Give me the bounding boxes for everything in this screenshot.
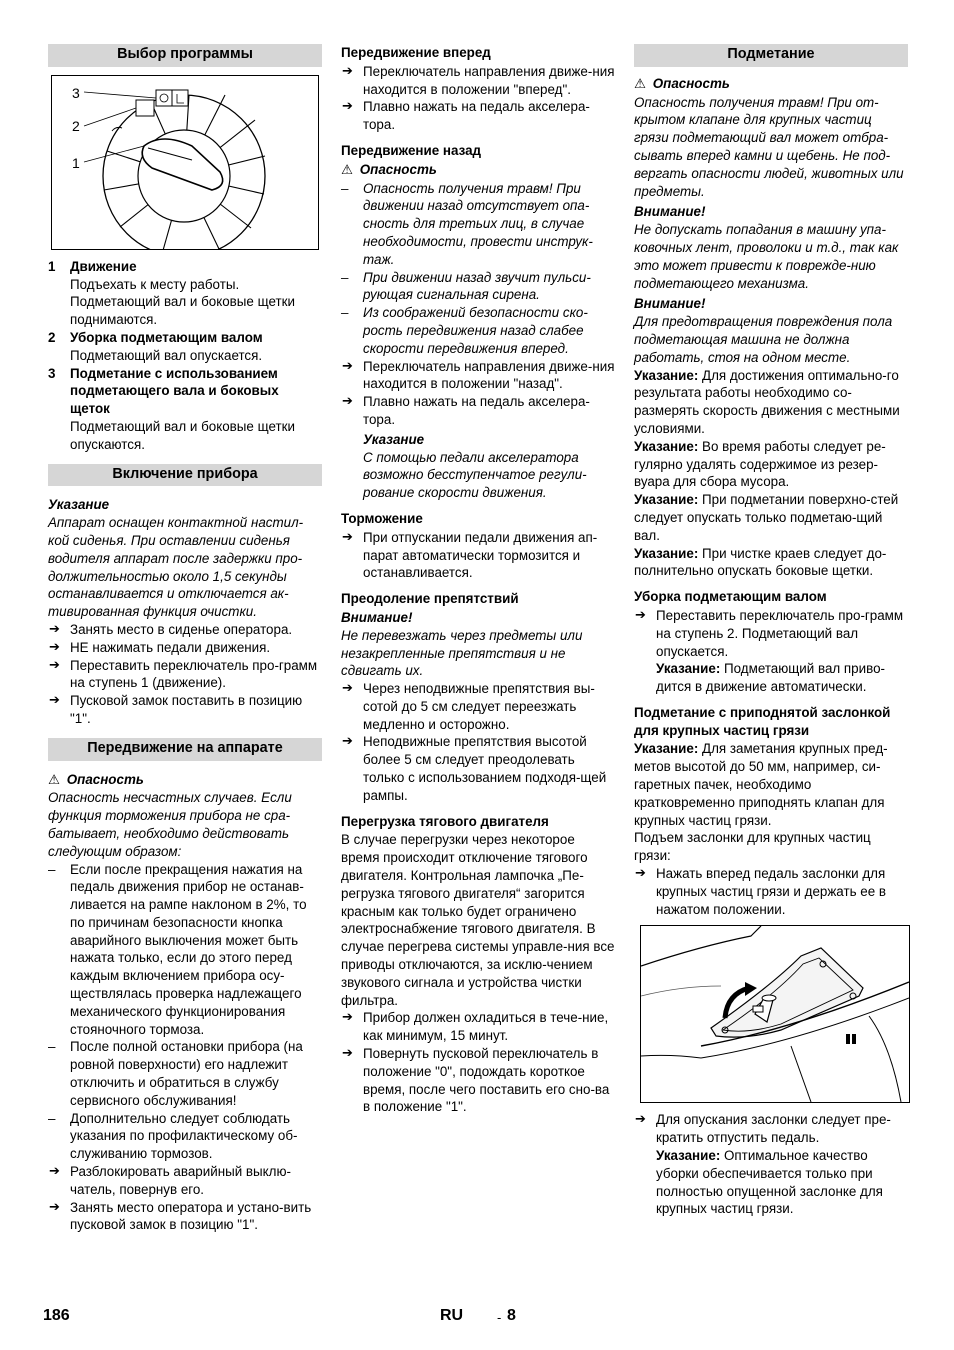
note-paragraph [634, 740, 908, 829]
note-text: При чистке краев следует до-полнительно опускать боковые щетки. [634, 545, 887, 579]
attention-title: Внимание! [341, 609, 413, 625]
step-item: ➔ Занять место в сиденье оператора. [48, 621, 322, 639]
driving-steps [48, 1163, 322, 1234]
step-item: ➔ При отпускании педали движения ап-парат автоматически тормозится и останавливается. [341, 529, 615, 582]
legend-item-1 [48, 258, 322, 329]
note-label: Указание: [634, 367, 699, 383]
warning-triangle-icon: ⚠ [48, 772, 61, 788]
column-middle [341, 44, 615, 1116]
power-steps [48, 621, 322, 728]
attention-text: Не допускать попадания в машину упа-ковочных лент, проволоки и т.д., так как это может привести к поврежде-нию подметающего механизма. [634, 222, 899, 291]
step-item: ➔ Нажать вперед педаль заслонки для крупных частиц грязи и держать ее в нажатом положении. [634, 865, 908, 918]
legend-number: 1 [48, 258, 56, 274]
dial-label-1: 1 [72, 154, 80, 171]
warning-triangle-icon: ⚠ [341, 162, 354, 178]
program-selector-figure [51, 75, 319, 250]
step-item: ➔ Переставить переключатель про-грамм на ступень 1 (движение). [48, 657, 322, 693]
legend-text: Подметающий вал опускается. [70, 347, 263, 363]
note-text: С помощью педали акселератора возможно бесступенчатое регули-рование скорости движения. [363, 449, 587, 501]
step-item: ➔ Прибор должен охладиться в тече-ние, как минимум, 15 минут. [341, 1009, 615, 1045]
footer-separator: - [497, 1310, 502, 1325]
section-heading-sweep: Подметание [634, 44, 908, 67]
dial-label-2: 2 [72, 117, 80, 134]
note-paragraph [634, 491, 908, 544]
subpage-number: 8 [507, 1307, 516, 1324]
program-dial-illustration [52, 76, 318, 249]
legend-title: Подметание с использованием подметающего вала и боковых щеток [70, 365, 279, 417]
note-paragraph [634, 660, 908, 696]
section-heading-program: Выбор программы [48, 44, 322, 67]
note-label: Указание: [634, 741, 699, 757]
step-item: ➔ Плавно нажать на педаль акселера-тора. [341, 393, 615, 429]
step-item: ➔ Пусковой замок поставить в позицию "1". [48, 692, 322, 728]
note-paragraph [634, 438, 908, 491]
dial-label-3: 3 [72, 84, 80, 101]
step-item: ➔ Через неподвижные препятствия вы-сотой до 5 см следует переезжать медленно и осторожно. [341, 680, 615, 733]
danger-title: Опасность [652, 75, 730, 91]
subheading-obstacles: Преодоление препятствий [341, 591, 519, 607]
danger-heading [634, 75, 908, 94]
note-label: Указание: [634, 492, 699, 508]
danger-title: Опасность [359, 161, 437, 177]
note-text: Аппарат оснащен контактной настил-кой сиденья. При оставлении сиденья водителя аппарат после задержки про-должительностью около 1,5 секунды останавливается и отключается ак-тивированная функция очистки. [48, 515, 304, 620]
dash-item: – Дополнительно следует соблюдать указания по профилактическому об-служиванию тормозов. [48, 1110, 322, 1163]
note-title: Указание [48, 497, 110, 513]
language-code: RU [440, 1307, 464, 1324]
overload-text: В случае перегрузки через некоторое время происходит отключение тягового двигателя. Контрольная лампочка „Пе-регрузка тягового двигателя“ загорится красным как только будет ограничено электроснабжение тягового двигателя. В случае перегрева системы управле-ния все приводы отключаются, за исклю-чением звукового сигнала и устройства чистки фильтра. [341, 832, 615, 1008]
legend-item-3 [48, 365, 322, 454]
section-heading-power: Включение прибора [48, 464, 322, 487]
note-paragraph [634, 1147, 908, 1218]
step-item: ➔ Разблокировать аварийный выклю-чатель, повернув его. [48, 1163, 322, 1199]
legend-text: Подметающий вал и боковые щетки опускаются. [70, 418, 295, 452]
note-text: Оптимальное качество уборки обеспечивается только при полностью опущенной заслонке для крупных частиц грязи. [656, 1148, 883, 1217]
attention-title: Внимание! [634, 296, 706, 312]
legend-number: 3 [48, 365, 56, 381]
step-item: ➔ Переставить переключатель про-грамм на ступень 2. Подметающий вал опускается. [634, 607, 908, 660]
attention-title: Внимание! [634, 204, 706, 220]
step-item: ➔ Занять место оператора и устано-вить пусковой замок в позицию "1". [48, 1199, 322, 1235]
attention-text: Не перевезжать через предметы или незакрепленные препятствия и не сдвигать их. [341, 627, 583, 679]
subheading-reverse: Передвижение назад [341, 142, 482, 158]
column-left [48, 44, 322, 1234]
note-title: Указание [363, 431, 425, 447]
step-item: ➔ Для опускания заслонки следует пре-кратить отпустить педаль. [634, 1111, 908, 1147]
note-text: Во время работы следует ре-гулярно удалять содержимое из резер-вуара для сбора мусора. [634, 438, 886, 490]
subheading-overload: Перегрузка тягового двигателя [341, 813, 549, 829]
note-text: Для заметания крупных пред-метов высотой до 50 мм, например, си-гаретных пачек, необходимо кратковременно приподнять клапан для крупных частиц грязи. [634, 741, 888, 828]
step-item: ➔ Переключатель направления движе-ния находится в положении "вперед". [341, 63, 615, 99]
subheading-roller: Уборка подметающим валом [634, 589, 827, 605]
danger-heading [48, 771, 322, 790]
danger-text: Опасность несчастных случаев. Если функция торможения прибора не сра-батывает, необходимо действовать следующим образом: [48, 790, 292, 859]
step-item: ➔ Неподвижные препятствия высотой более 5 см следует преодолевать только с использованием подходя-щей рампы. [341, 733, 615, 804]
legend-text: Подъехать к месту работы. Подметающий вал и боковые щетки поднимаются. [70, 276, 295, 328]
step-item: ➔ Переключатель направления движе-ния находится в положении "назад". [341, 358, 615, 394]
danger-heading [341, 161, 615, 180]
legend-item-2 [48, 329, 322, 365]
dash-item: – Из соображений безопасности ско-рость передвижения назад слабее скорости передвижения вперед. [341, 304, 615, 357]
legend-title: Движение [70, 258, 137, 274]
legend-title: Уборка подметающим валом [70, 329, 263, 345]
program-legend [48, 258, 322, 454]
flap-lift-text: Подъем заслонки для крупных частиц грязи: [634, 830, 871, 864]
note-label: Указание: [656, 1148, 721, 1164]
note-paragraph [634, 367, 908, 438]
step-item: ➔ Плавно нажать на педаль акселера-тора. [341, 98, 615, 134]
subheading-flap: Подметание с приподнятой заслонкой для крупных частиц грязи [634, 704, 891, 738]
note-text: Подметающий вал приво-дится в движение автоматически. [656, 661, 885, 695]
dash-item: – Если после прекращения нажатия на педаль движения прибор не останав-ливается на рампе наклоном в 2%, то по причинам безопасности кнопка аварийного выключения может быть нажата только, если до этого перед каждым включением прибора осу-ществлялась проверка надлежащего механического функционирования стояночного тормоза. [48, 861, 322, 1039]
flap-pedal-figure [640, 925, 910, 1103]
note-label: Указание: [634, 438, 699, 454]
page-number: 186 [43, 1307, 70, 1324]
column-right [634, 44, 908, 1218]
dash-item: – После полной остановки прибора (на ровной поверхности) его надлежит отключить и обратиться в службу сервисного обслуживания! [48, 1038, 322, 1109]
section-heading-driving: Передвижение на аппарате [48, 738, 322, 761]
step-item: ➔ НЕ нажимать педали движения. [48, 639, 322, 657]
attention-text: Для предотвращения повреждения пола подметающая машина не должна работать, стоя на одном месте. [634, 314, 893, 365]
danger-title: Опасность [66, 771, 144, 787]
note-label: Указание: [634, 545, 699, 561]
dash-item: – При движении назад звучит пульси-рующая сигнальная сирена. [341, 269, 615, 305]
warning-triangle-icon: ⚠ [634, 76, 647, 92]
subheading-forward: Передвижение вперед [341, 45, 491, 60]
danger-list [48, 861, 322, 1164]
legend-number: 2 [48, 329, 56, 345]
note-paragraph [634, 545, 908, 581]
note-text: При подметании поверхно-стей следует опускать только подметаю-щий вал. [634, 492, 899, 543]
dash-item: – Опасность получения травм! При движении назад отсутствует опа-сность для третьих лиц, в случае необходимости, провести инструк-таж. [341, 180, 615, 269]
subheading-brake: Торможение [341, 510, 423, 526]
note-text: Для достижения оптимально-го результата работы необходимо со-размерять скорость движения с местными условиями. [634, 367, 900, 436]
flap-pedal-illustration [641, 926, 909, 1102]
step-item: ➔ Повернуть пусковой переключатель в положение "0", подождать короткое время, после чего поставить его сно-ва в положение "1". [341, 1045, 615, 1116]
danger-text: Опасность получения травм! При от-крытом клапане для крупных частиц грязи подметающий вал может отбра-сывать вперед камни и щебень. Не под-вергать опасности людей, животных или предметы. [634, 94, 904, 199]
note-label: Указание: [656, 661, 721, 677]
